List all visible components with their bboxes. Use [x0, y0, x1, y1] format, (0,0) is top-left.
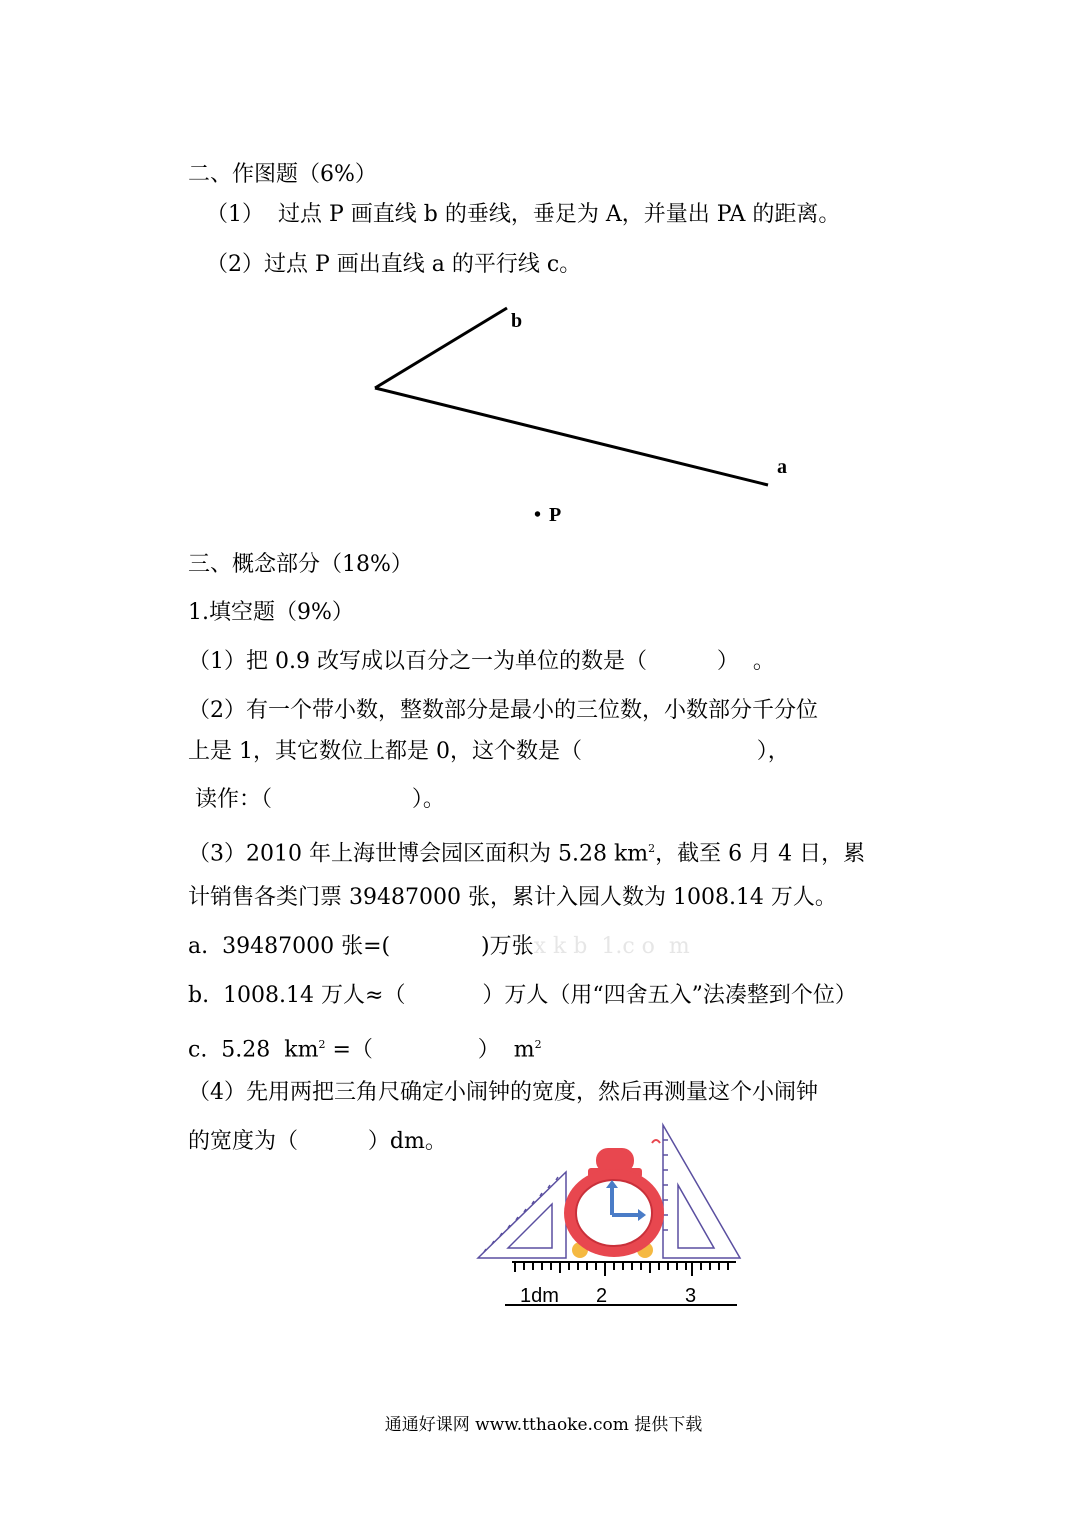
q3-line1-post: ，截至 6 月 4 日，累 [655, 841, 866, 867]
q2-line2: 上是 1，其它数位上都是 0，这个数是（ ）， [188, 739, 790, 764]
q3-line1-sup: 2 [648, 842, 656, 855]
left-triangle-ruler [478, 1172, 566, 1258]
ruler-tick-1dm: 1dm [520, 1285, 559, 1307]
section3-sub1: 1.填空题（9%） [188, 600, 354, 625]
page-footer: 通通好课网 www.tthaoke.com 提供下载 [384, 1415, 703, 1435]
label-p: P [549, 504, 562, 526]
qc-sup1: 2 [318, 1038, 326, 1051]
q2-line1: （2）有一个带小数，整数部分是最小的三位数，小数部分千分位 [188, 698, 818, 723]
q2-line3: 读作：（ ）。 [188, 787, 445, 812]
right-triangle-ruler [663, 1125, 740, 1258]
section2-heading: 二、作图题（6%） [188, 162, 377, 187]
section3-heading: 三、概念部分（18%） [188, 552, 413, 577]
q4-line1: （4）先用两把三角尺确定小闹钟的宽度，然后再测量这个小闹钟 [188, 1080, 818, 1105]
q3-line2: 计销售各类门票 39487000 张，累计入园人数为 1008.14 万人。 [188, 885, 837, 910]
section2-q2: （2）过点 P 画出直线 a 的平行线 c。 [206, 252, 582, 277]
qa-watermark: x k b 1.c o m [533, 934, 690, 959]
ruler-tick-3: 3 [685, 1285, 697, 1307]
qc-sup2: 2 [534, 1038, 542, 1051]
label-b: b [511, 310, 523, 332]
q3-line1-pre: （3）2010 年上海世博会园区面积为 5.28 km [188, 841, 649, 867]
section2-q1: （1） 过点 P 画直线 b 的垂线，垂足为 A，并量出 PA 的距离。 [206, 202, 841, 227]
qb: b. 1008.14 万人≈（ ）万人（用“四舍五入”法凑整到个位） [188, 983, 857, 1008]
q4-line2: 的宽度为（ ）dm。 [188, 1129, 447, 1154]
qa-text: a. 39487000 张=( )万张 [188, 934, 534, 959]
point-p-dot: • [534, 504, 542, 526]
qc-pre: c. 5.28 km [188, 1037, 319, 1063]
q1: （1）把 0.9 改写成以百分之一为单位的数是（ ） 。 [188, 649, 775, 674]
ruler-tick-2: 2 [596, 1285, 608, 1307]
qc-mid: =（ ） m [325, 1037, 535, 1063]
label-a: a [777, 456, 787, 478]
alarm-clock [564, 1140, 664, 1258]
